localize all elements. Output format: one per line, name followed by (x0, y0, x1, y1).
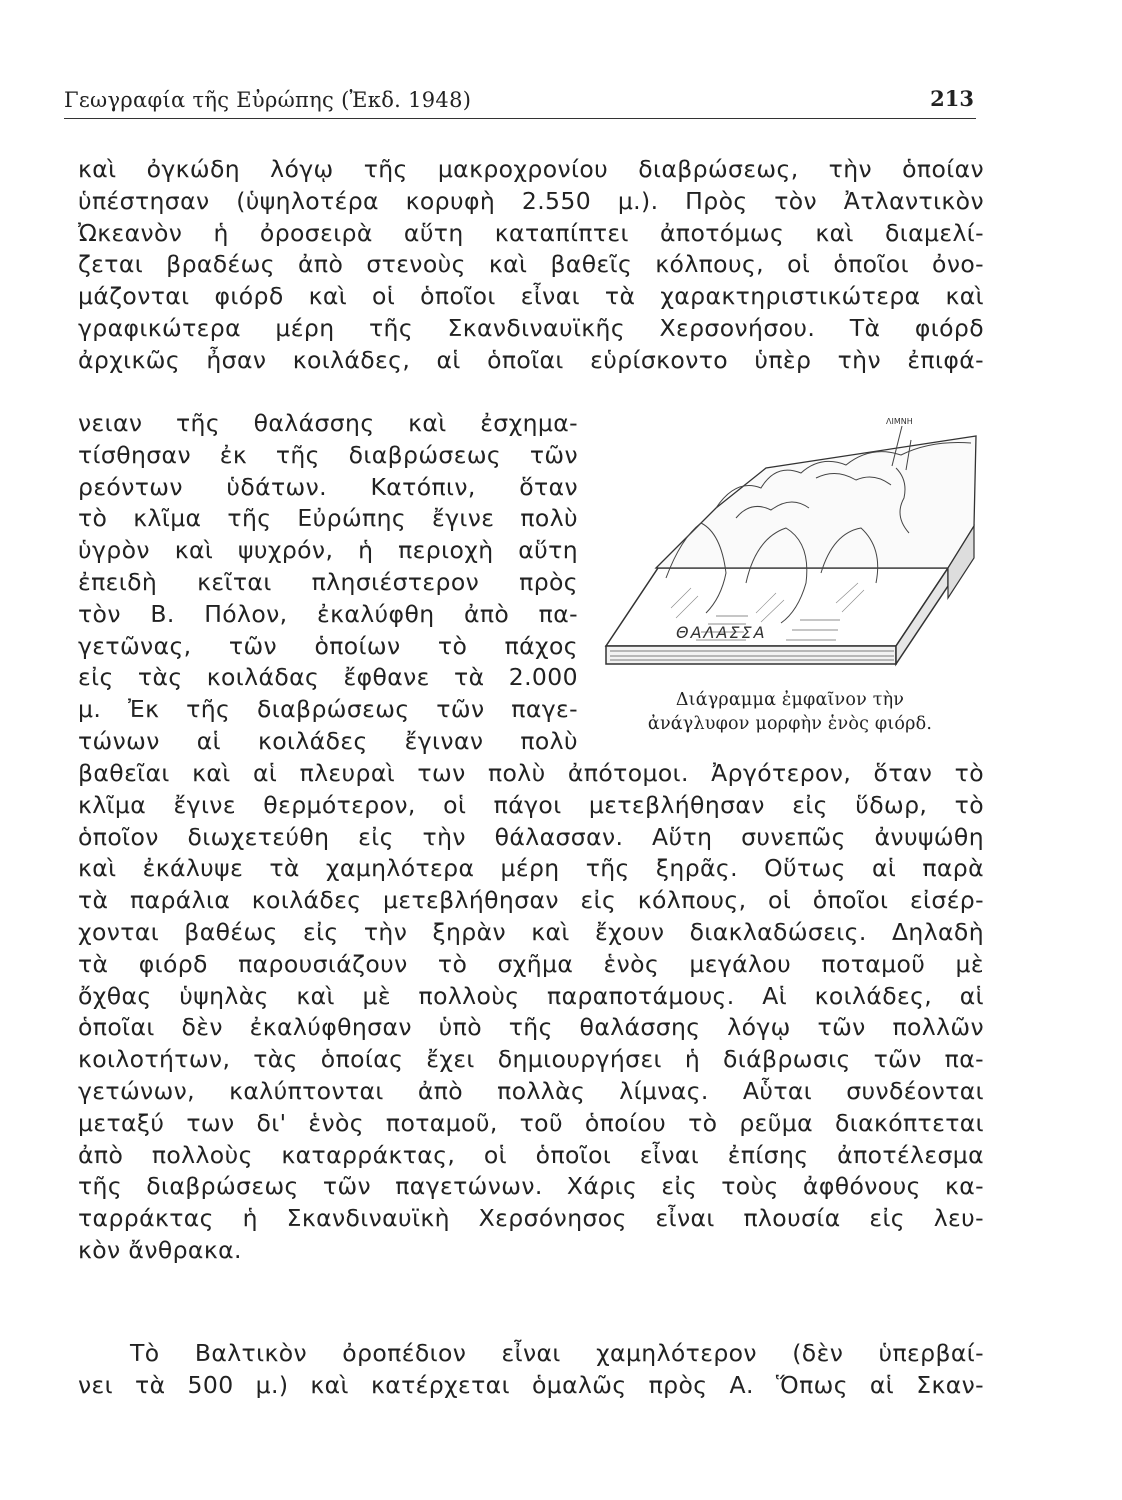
text-line: τῆς διαβρώσεως τῶν παγετώνων. Χάρις εἰς τοὺς ἀφθόνους κα- (78, 1172, 984, 1201)
text-line: ἀρχικῶς ἦσαν κοιλάδες, αἱ ὁποῖαι εὑρίσκοντο ὑπὲρ τὴν ἐπιφά- (78, 345, 984, 374)
text-line: μ. Ἐκ τῆς διαβρώσεως τῶν παγε- (78, 695, 578, 724)
paragraph-1-bottom (78, 758, 984, 1267)
lake-label: ΛΙΜΝΗ (886, 417, 913, 426)
text-line: γετῶνας, τῶν ὁποίων τὸ πάχος (78, 631, 578, 660)
text-line: τὸ κλῖμα τῆς Εὐρώπης ἔγινε πολὺ (78, 504, 578, 533)
text-line: γετώνων, καλύπτονται ἀπὸ πολλὰς λίμνας. Αὗται συνδέονται (78, 1076, 984, 1105)
caption-line: Διάγραμμα ἐμφαῖνον τὴν (675, 690, 905, 710)
paragraph-1-top (78, 154, 984, 377)
text-line: κλῖμα ἔγινε θερμότερον, οἱ πάγοι μετεβλήθησαν εἰς ὕδωρ, τὸ (78, 790, 984, 819)
text-line: κοιλοτήτων, τὰς ὁποίας ἔχει δημιουργήσει ἡ διάβρωσις τῶν πα- (78, 1045, 984, 1074)
text-line: γραφικώτερα μέρη τῆς Σκανδιναυϊκῆς Χερσονήσου. Τὰ φιόρδ (78, 313, 984, 342)
text-line: ἐπειδὴ κεῖται πλησιέστερον πρὸς (78, 567, 578, 596)
text-line: ταρράκτας ἡ Σκανδιναυϊκὴ Χερσόνησος εἶναι πλουσία εἰς λευ- (78, 1204, 984, 1233)
caption-line: ἀνάγλυφον μορφὴν ἑνὸς φιόρδ. (647, 714, 933, 734)
text-line: νει τὰ 500 μ.) καὶ κατέρχεται ὁμαλῶς πρὸς Α. Ὅπως αἱ Σκαν- (78, 1370, 984, 1399)
sea-label: ΘΑΛΑΣΣΑ (676, 623, 767, 642)
text-line: τὰ παράλια κοιλάδες μετεβλήθησαν εἰς κόλπους, οἱ ὁποῖοι εἰσέρ- (78, 886, 984, 915)
text-line: καὶ ἐκάλυψε τὰ χαμηλότερα μέρη τῆς ξηρᾶς. Οὕτως αἱ παρὰ (78, 854, 984, 883)
text-line: ρεόντων ὑδάτων. Κατόπιν, ὅταν (78, 472, 578, 501)
text-line: Ὠκεανὸν ἡ ὀροσειρὰ αὕτη καταπίπτει ἀποτόμως καὶ διαμελί- (78, 218, 984, 247)
text-line: ὁποῖον διωχετεύθη εἰς τὴν θάλασσαν. Αὕτη συνεπῶς ἀνυψώθη (78, 822, 984, 851)
running-title: Γεωγραφία τῆς Εὐρώπης (Ἐκδ. 1948) (64, 88, 472, 112)
text-line: ὑπέστησαν (ὑψηλοτέρα κορυφὴ 2.550 μ.). Πρὸς τὸν Ἀτλαντικὸν (78, 186, 984, 215)
text-line: ὑγρὸν καὶ ψυχρόν, ἡ περιοχὴ αὕτη (78, 536, 578, 565)
text-line: μεταξύ των δι' ἑνὸς ποταμοῦ, τοῦ ὁποίου τὸ ρεῦμα διακόπτεται (78, 1108, 984, 1137)
text-line: τὸν Β. Πόλον, ἐκαλύφθη ἀπὸ πα- (78, 599, 578, 628)
text-line: καὶ ὀγκώδη λόγῳ τῆς μακροχρονίου διαβρώσεως, τὴν ὁποίαν (78, 155, 984, 183)
text-line: τώνων αἱ κοιλάδες ἔγιναν πολὺ (78, 726, 578, 755)
text-line: χονται βαθέως εἰς τὴν ξηρὰν καὶ ἔχουν διακλαδώσεις. Δηλαδὴ (78, 917, 984, 946)
text-line: εἰς τὰς κοιλάδας ἔφθανε τὰ 2.000 (78, 663, 578, 692)
text-line: τὰ φιόρδ παρουσιάζουν τὸ σχῆμα ἑνὸς μεγάλου ποταμοῦ μὲ (78, 949, 984, 978)
figure-caption (610, 688, 970, 736)
running-header (64, 86, 976, 119)
text-line: ὁποῖαι δὲν ἐκαλύφθησαν ὑπὸ τῆς θαλάσσης λόγῳ τῶν πολλῶν (78, 1013, 984, 1042)
fjord-relief-illustration (596, 408, 988, 688)
text-line: βαθεῖαι καὶ αἱ πλευραὶ των πολὺ ἀπότομοι. Ἀργότερον, ὅταν τὸ (78, 759, 984, 787)
text-line: ἀπὸ πολλοὺς καταρράκτας, οἱ ὁποῖοι εἶναι ἐπίσης ἀποτέλεσμα (78, 1140, 984, 1169)
paragraph-1-narrow (78, 408, 578, 758)
text-line: κὸν ἄνθρακα. (78, 1235, 242, 1264)
paragraph-2 (78, 1338, 984, 1402)
text-line: τίσθησαν ἐκ τῆς διαβρώσεως τῶν (78, 440, 578, 469)
page-number: 213 (930, 86, 974, 111)
text-line: νειαν τῆς θαλάσσης καὶ ἐσχημα- (78, 409, 578, 437)
text-line: μάζονται φιόρδ καὶ οἱ ὁποῖοι εἶναι τὰ χαρακτηριστικώτερα καὶ (78, 282, 984, 311)
text-line: ζεται βραδέως ἀπὸ στενοὺς καὶ βαθεῖς κόλπους, οἱ ὁποῖοι ὀνο- (78, 250, 984, 279)
text-line: Τὸ Βαλτικὸν ὀροπέδιον εἶναι χαμηλότερον (δὲν ὑπερβαί- (130, 1339, 984, 1367)
text-line: ὄχθας ὑψηλὰς καὶ μὲ πολλοὺς παραποτάμους. Αἱ κοιλάδες, αἱ (78, 981, 984, 1010)
